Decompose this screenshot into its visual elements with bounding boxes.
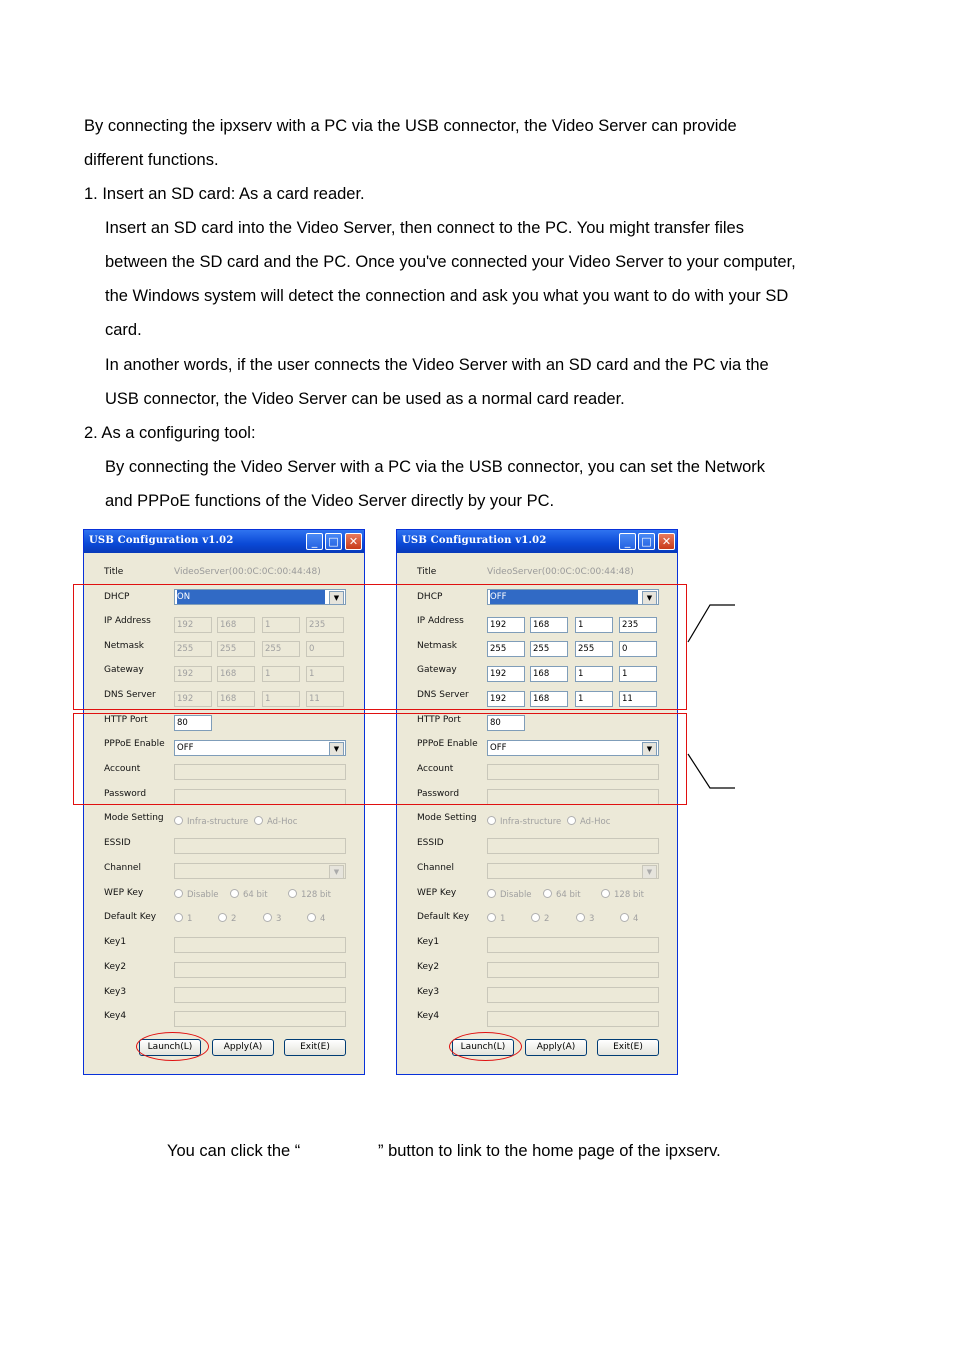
gateway-field-4[interactable]: 1 (619, 666, 657, 682)
window-title: USB Configuration v1.02 (89, 535, 234, 546)
netmask-field-3[interactable]: 255 (262, 641, 300, 657)
key1-field[interactable] (174, 937, 346, 953)
minimize-button[interactable]: _ (306, 533, 323, 550)
dhcp-value: ON (177, 590, 325, 604)
default-key-radio-4[interactable] (620, 913, 638, 924)
http-port-field[interactable]: 80 (487, 715, 525, 731)
mode-radio-infra[interactable] (487, 816, 561, 827)
default-key-radio-3[interactable] (263, 913, 281, 924)
pppoe-value: OFF (177, 743, 194, 753)
callout-line-network (688, 605, 735, 642)
gateway-label: Gateway (417, 665, 457, 675)
key1-label: Key1 (104, 937, 127, 947)
radio-label: 2 (231, 914, 237, 924)
dns-field-3[interactable]: 1 (575, 691, 613, 707)
key2-field[interactable] (174, 962, 346, 978)
dns-field-4[interactable]: 11 (306, 691, 344, 707)
radio-icon (531, 913, 540, 922)
launch-highlight-ellipse (449, 1032, 522, 1061)
callout-line-pppoe (688, 754, 735, 788)
ip-label: IP Address (104, 616, 151, 626)
paragraph: USB connector, the Video Server can be used as a normal card reader. (105, 390, 625, 408)
ip-field-3[interactable]: 1 (575, 617, 613, 633)
radio-icon (254, 816, 263, 825)
gateway-field-1[interactable]: 192 (174, 666, 212, 682)
wep-radio-64[interactable] (543, 889, 581, 900)
account-label: Account (104, 764, 141, 774)
key3-label: Key3 (417, 987, 440, 997)
dns-label: DNS Server (104, 690, 156, 700)
pppoe-label: PPPoE Enable (417, 739, 478, 749)
wep-label: WEP Key (417, 888, 457, 898)
network-highlight-box (73, 584, 687, 710)
dns-field-3[interactable]: 1 (262, 691, 300, 707)
wep-label: WEP Key (104, 888, 144, 898)
radio-icon (620, 913, 629, 922)
dns-field-2[interactable]: 168 (217, 691, 255, 707)
radio-label: Disable (187, 890, 219, 900)
radio-label: Infra-structure (500, 817, 562, 827)
launch-button[interactable]: Launch(L) (452, 1039, 514, 1056)
radio-label: Disable (500, 890, 532, 900)
radio-label: 3 (276, 914, 282, 924)
gateway-field-2[interactable]: 168 (217, 666, 255, 682)
dns-field-1[interactable]: 192 (174, 691, 212, 707)
dhcp-value: OFF (490, 590, 638, 604)
netmask-field-4[interactable]: 0 (619, 641, 657, 657)
netmask-field-2[interactable]: 255 (530, 641, 568, 657)
chevron-down-icon: ▼ (329, 742, 344, 756)
radio-label: Ad-Hoc (580, 817, 611, 827)
gateway-field-3[interactable]: 1 (575, 666, 613, 682)
key2-label: Key2 (104, 962, 127, 972)
list-item-2: 2. As a configuring tool: (84, 424, 256, 442)
default-key-radio-1[interactable] (487, 913, 505, 924)
netmask-field-1[interactable]: 255 (174, 641, 212, 657)
ip-field-2[interactable]: 168 (530, 617, 568, 633)
paragraph: different functions. (84, 151, 219, 169)
password-label: Password (417, 789, 460, 799)
radio-label: 128 bit (301, 890, 332, 900)
chevron-down-icon: ▼ (642, 591, 657, 605)
essid-field[interactable] (487, 838, 659, 854)
title-value: VideoServer(00:0C:0C:00:44:48) (174, 567, 321, 577)
mode-radio-adhoc[interactable] (567, 816, 610, 827)
radio-label: 3 (589, 914, 595, 924)
window-titlebar[interactable] (397, 530, 677, 553)
channel-label: Channel (104, 863, 141, 873)
netmask-label: Netmask (417, 641, 457, 651)
dns-label: DNS Server (417, 690, 469, 700)
default-key-radio-1[interactable] (174, 913, 192, 924)
wep-radio-128[interactable] (601, 889, 644, 900)
key4-field[interactable] (487, 1011, 659, 1027)
minimize-button[interactable]: _ (619, 533, 636, 550)
essid-label: ESSID (104, 838, 131, 848)
http-port-field[interactable]: 80 (174, 715, 212, 731)
radio-icon (174, 913, 183, 922)
paragraph: In another words, if the user connects the Video Server with an SD card and the PC via the (105, 356, 769, 374)
exit-button[interactable]: Exit(E) (597, 1039, 659, 1056)
netmask-label: Netmask (104, 641, 144, 651)
exit-button[interactable]: Exit(E) (284, 1039, 346, 1056)
http-port-label: HTTP Port (104, 715, 148, 725)
ip-label: IP Address (417, 616, 464, 626)
maximize-button[interactable]: □ (325, 533, 342, 550)
dns-field-2[interactable]: 168 (530, 691, 568, 707)
wep-radio-128[interactable] (288, 889, 331, 900)
default-key-label: Default Key (104, 912, 157, 922)
callout-lines (680, 596, 740, 796)
wep-radio-disable[interactable] (487, 889, 532, 900)
close-button[interactable]: ✕ (658, 533, 675, 550)
key1-field[interactable] (487, 937, 659, 953)
radio-label: Infra-structure (187, 817, 249, 827)
radio-label: 4 (633, 914, 639, 924)
radio-icon (576, 913, 585, 922)
caption-start: You can click the “ (167, 1142, 301, 1160)
key1-label: Key1 (417, 937, 440, 947)
ip-field-2[interactable]: 168 (217, 617, 255, 633)
ip-field-4[interactable]: 235 (306, 617, 344, 633)
key3-label: Key3 (104, 987, 127, 997)
paragraph: the Windows system will detect the connection and ask you what you want to do with your SD (105, 287, 789, 305)
key4-label: Key4 (104, 1011, 127, 1021)
window-titlebar[interactable] (84, 530, 364, 553)
default-key-radio-2[interactable] (531, 913, 549, 924)
list-item-1: 1. Insert an SD card: As a card reader. (84, 185, 365, 203)
launch-highlight-ellipse (136, 1032, 209, 1061)
mode-label: Mode Setting (104, 813, 164, 823)
radio-icon (487, 889, 496, 898)
dhcp-label: DHCP (417, 592, 443, 602)
netmask-field-1[interactable]: 255 (487, 641, 525, 657)
chevron-down-icon: ▼ (642, 865, 657, 879)
essid-field[interactable] (174, 838, 346, 854)
radio-icon (307, 913, 316, 922)
radio-icon (174, 889, 183, 898)
dns-field-4[interactable]: 11 (619, 691, 657, 707)
gateway-label: Gateway (104, 665, 144, 675)
key2-label: Key2 (417, 962, 440, 972)
essid-label: ESSID (417, 838, 444, 848)
radio-label: 4 (320, 914, 326, 924)
chevron-down-icon: ▼ (329, 591, 344, 605)
pppoe-highlight-box (73, 713, 687, 805)
paragraph: card. (105, 321, 142, 339)
launch-button[interactable]: Launch(L) (139, 1039, 201, 1056)
radio-label: 64 bit (243, 890, 268, 900)
default-key-radio-4[interactable] (307, 913, 325, 924)
netmask-field-3[interactable]: 255 (575, 641, 613, 657)
maximize-button[interactable]: □ (638, 533, 655, 550)
gateway-field-3[interactable]: 1 (262, 666, 300, 682)
radio-icon (288, 889, 297, 898)
radio-label: 2 (544, 914, 550, 924)
title-label: Title (417, 567, 437, 577)
apply-button[interactable]: Apply(A) (525, 1039, 587, 1056)
default-key-label: Default Key (417, 912, 470, 922)
pppoe-value: OFF (490, 743, 507, 753)
chevron-down-icon: ▼ (642, 742, 657, 756)
default-key-radio-2[interactable] (218, 913, 236, 924)
ip-field-3[interactable]: 1 (262, 617, 300, 633)
radio-label: 1 (500, 914, 506, 924)
radio-label: Ad-Hoc (267, 817, 298, 827)
dhcp-label: DHCP (104, 592, 130, 602)
apply-button[interactable]: Apply(A) (212, 1039, 274, 1056)
paragraph: and PPPoE functions of the Video Server directly by your PC. (105, 492, 555, 510)
title-label: Title (104, 567, 124, 577)
gateway-field-2[interactable]: 168 (530, 666, 568, 682)
channel-label: Channel (417, 863, 454, 873)
paragraph: By connecting the Video Server with a PC via the USB connector, you can set the Network (105, 458, 766, 476)
chevron-down-icon: ▼ (329, 865, 344, 879)
radio-icon (543, 889, 552, 898)
key3-field[interactable] (174, 987, 346, 1003)
ip-field-1[interactable]: 192 (174, 617, 212, 633)
channel-select[interactable] (487, 863, 659, 879)
close-button[interactable]: ✕ (345, 533, 362, 550)
pppoe-label: PPPoE Enable (104, 739, 165, 749)
ip-field-4[interactable]: 235 (619, 617, 657, 633)
radio-icon (487, 913, 496, 922)
paragraph: Insert an SD card into the Video Server, then connect to the PC. You might transfer files (105, 219, 744, 237)
radio-icon (230, 889, 239, 898)
radio-icon (218, 913, 227, 922)
radio-icon (567, 816, 576, 825)
key4-field[interactable] (174, 1011, 346, 1027)
channel-select[interactable] (174, 863, 346, 879)
paragraph: By connecting the ipxserv with a PC via the USB connector, the Video Server can provide (84, 117, 737, 135)
radio-icon (601, 889, 610, 898)
mode-radio-infra[interactable] (174, 816, 248, 827)
key4-label: Key4 (417, 1011, 440, 1021)
password-label: Password (104, 789, 147, 799)
title-value: VideoServer(00:0C:0C:00:44:48) (487, 567, 634, 577)
netmask-field-2[interactable]: 255 (217, 641, 255, 657)
caption-end: ” button to link to the home page of the ipxserv. (378, 1142, 721, 1160)
radio-icon (263, 913, 272, 922)
key3-field[interactable] (487, 987, 659, 1003)
radio-icon (487, 816, 496, 825)
dns-field-1[interactable]: 192 (487, 691, 525, 707)
http-port-label: HTTP Port (417, 715, 461, 725)
default-key-radio-3[interactable] (576, 913, 594, 924)
radio-label: 64 bit (556, 890, 581, 900)
radio-label: 1 (187, 914, 193, 924)
mode-radio-adhoc[interactable] (254, 816, 297, 827)
wep-radio-disable[interactable] (174, 889, 219, 900)
window-title: USB Configuration v1.02 (402, 535, 547, 546)
mode-label: Mode Setting (417, 813, 477, 823)
key2-field[interactable] (487, 962, 659, 978)
account-label: Account (417, 764, 454, 774)
gateway-field-1[interactable]: 192 (487, 666, 525, 682)
paragraph: between the SD card and the PC. Once you've connected your Video Server to your computer, (105, 253, 796, 271)
radio-label: 128 bit (614, 890, 645, 900)
netmask-field-4[interactable]: 0 (306, 641, 344, 657)
wep-radio-64[interactable] (230, 889, 268, 900)
gateway-field-4[interactable]: 1 (306, 666, 344, 682)
radio-icon (174, 816, 183, 825)
ip-field-1[interactable]: 192 (487, 617, 525, 633)
